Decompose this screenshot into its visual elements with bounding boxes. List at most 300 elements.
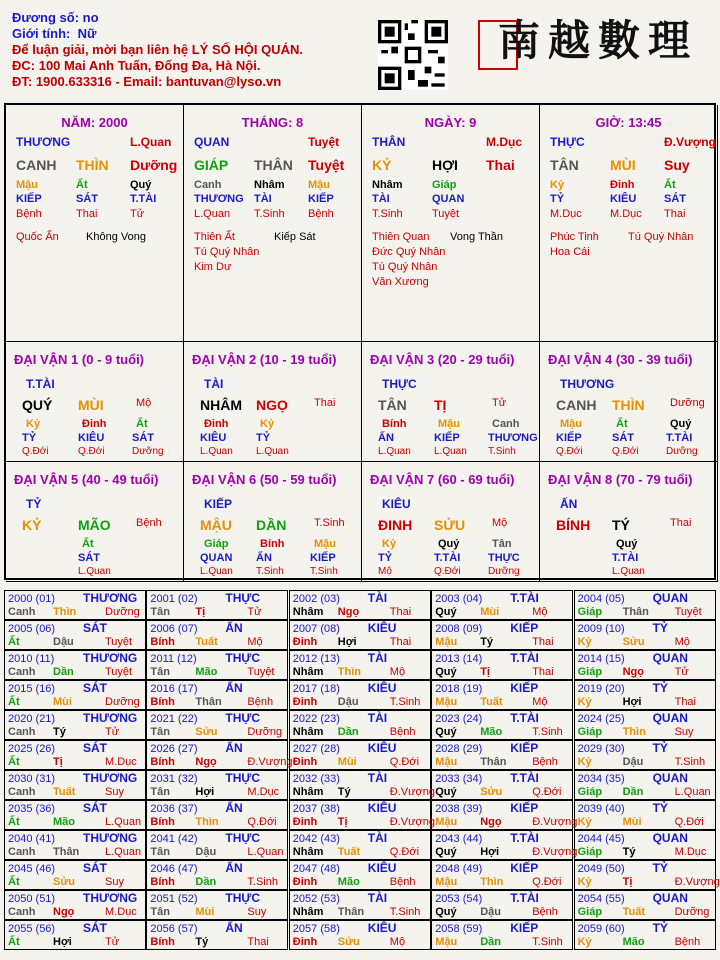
year-cell <box>289 740 431 770</box>
year-god: THỰC <box>225 771 261 785</box>
year-label: 2042 (43) <box>292 833 340 845</box>
year-cell <box>431 860 573 890</box>
year-stem: Mậu <box>435 756 458 768</box>
year-cell <box>289 860 431 890</box>
dv-hidden: Đinh <box>204 418 229 430</box>
dv-hidden-stage: Dưỡng <box>666 446 698 457</box>
pillar-hid: Giáp <box>432 179 457 191</box>
phone-email-line: ĐT: 1900.633316 - Email: bantuvan@lyso.vn <box>12 74 282 89</box>
year-stage: T.Sinh <box>389 906 421 918</box>
year-cell <box>431 710 573 740</box>
pillar-st: M.Dục <box>550 208 582 220</box>
year-stem: Đinh <box>292 696 318 708</box>
dv-hidden-stage: Q.Đới <box>434 566 461 577</box>
year-branch: Mùi <box>337 756 357 768</box>
pillar-gods: T.TÀI <box>130 193 157 205</box>
year-stem: Kỷ <box>577 936 592 948</box>
pillar-hid: Quý <box>130 179 152 191</box>
year-stage: Suy <box>105 786 124 798</box>
dv-hidden: Giáp <box>204 538 229 550</box>
pillar-title: THÁNG: 8 <box>241 115 304 130</box>
year-branch: Sửu <box>337 936 360 948</box>
year-label: 2013 (14) <box>435 653 483 665</box>
year-cell <box>4 740 146 770</box>
year-stem: Quý <box>435 786 457 798</box>
year-god: TỶ <box>652 801 668 815</box>
dv-stage: T.Sinh <box>314 517 345 529</box>
year-stage: Tử <box>674 666 689 678</box>
year-label: 2004 (05) <box>577 593 625 605</box>
year-stem: Giáp <box>577 786 603 798</box>
year-label: 2045 (46) <box>8 863 56 875</box>
year-cell <box>574 740 716 770</box>
dv-hidden: Mậu <box>560 418 582 430</box>
dv-hidden-stage: L.Quan <box>434 446 467 457</box>
year-branch: Hợi <box>622 696 642 708</box>
year-god: ẤN <box>225 621 243 635</box>
year-label: 2012 (13) <box>292 653 340 665</box>
year-stem: Quý <box>435 666 457 678</box>
pillar-st: M.Dục <box>610 208 642 220</box>
year-branch: Thân <box>53 846 80 858</box>
pillar-gods: TÀI <box>254 193 272 205</box>
dv-hidden-stage: L.Quan <box>256 446 289 457</box>
year-stage: Mộ <box>532 606 548 618</box>
year-label: 2041 (42) <box>150 833 198 845</box>
star-item: Vong Thần <box>450 231 504 243</box>
year-god: ẤN <box>225 801 243 815</box>
pillar-st: T.Sinh <box>254 208 285 220</box>
star-item: Phúc Tinh <box>550 231 599 243</box>
year-god: QUAN <box>652 711 688 725</box>
year-cell <box>146 800 288 830</box>
pillar-mid: GIÁP <box>194 157 229 173</box>
year-label: 2021 (22) <box>150 713 198 725</box>
year-label: 2049 (50) <box>577 863 625 875</box>
year-branch: Thìn <box>53 606 77 618</box>
year-stage: Q.Đới <box>389 846 420 858</box>
year-branch: Tị <box>195 606 206 618</box>
year-stem: Tân <box>150 726 170 738</box>
star-item: Kiếp Sát <box>274 231 316 243</box>
dv-hidden-stage: T.Sinh <box>488 446 516 457</box>
year-branch: Mão <box>337 876 360 888</box>
year-god: ẤN <box>225 741 243 755</box>
year-stage: L.Quan <box>674 786 711 798</box>
dv-god: THƯƠNG <box>560 377 615 391</box>
year-stage: Tử <box>105 726 120 738</box>
dv-branch: TỊ <box>434 397 447 413</box>
year-god: TÀI <box>367 591 388 605</box>
year-cell <box>4 770 146 800</box>
year-label: 2011 (12) <box>150 653 197 665</box>
year-label: 2015 (16) <box>8 683 56 695</box>
star-item: Không Vong <box>86 231 146 243</box>
year-label: 2001 (02) <box>150 593 198 605</box>
year-god: T.TÀI <box>510 711 539 725</box>
dv-cell <box>184 342 362 462</box>
dv-hidden-stage: L.Quan <box>378 446 411 457</box>
year-stem: Mậu <box>435 936 458 948</box>
year-label: 2044 (45) <box>577 833 625 845</box>
year-stem: Quý <box>435 906 457 918</box>
pillar-st: Bệnh <box>308 208 334 220</box>
year-branch: Ngọ <box>337 606 360 618</box>
dv-hidden: Bính <box>260 538 285 550</box>
year-label: 2014 (15) <box>577 653 625 665</box>
dv-hidden-god: KIẾP <box>434 432 460 444</box>
year-stage: Tuyệt <box>247 666 275 678</box>
year-cell <box>574 680 716 710</box>
year-label: 2028 (29) <box>435 743 483 755</box>
year-stem: Bính <box>150 636 175 648</box>
year-cell <box>431 770 573 800</box>
year-label: 2010 (11) <box>8 653 55 665</box>
year-stage: Bệnh <box>532 906 558 918</box>
dv-god: T.TÀI <box>26 377 55 391</box>
year-label: 2003 (04) <box>435 593 483 605</box>
year-branch: Sửu <box>480 786 503 798</box>
dv-hidden-god: KIẾP <box>556 432 582 444</box>
dv-hidden: Mậu <box>314 538 336 550</box>
year-cell <box>574 590 716 620</box>
year-branch: Thìn <box>337 666 362 678</box>
dv-hidden-god: SÁT <box>612 432 634 444</box>
pillar-title: GIỜ: 13:45 <box>595 115 662 130</box>
year-stem: Ất <box>8 876 20 888</box>
year-god: TỶ <box>652 621 668 635</box>
dv-god: ẤN <box>560 497 578 511</box>
star-item: Quốc Ấn <box>16 231 59 243</box>
year-branch: Ngọ <box>195 756 217 768</box>
year-branch: Dần <box>53 666 74 678</box>
year-branch: Dậu <box>337 696 359 708</box>
year-cell <box>146 590 288 620</box>
year-god: THƯƠNG <box>83 651 138 665</box>
year-god: QUAN <box>652 891 688 905</box>
year-cell <box>431 830 578 860</box>
year-label: 2017 (18) <box>292 683 340 695</box>
pillar-top: THỰC <box>550 135 585 149</box>
year-god: KIÊU <box>367 681 397 695</box>
dv-branch: TÝ <box>612 517 630 533</box>
year-god: TÀI <box>367 891 388 905</box>
year-label: 2019 (20) <box>577 683 625 695</box>
year-god: SÁT <box>83 681 107 695</box>
year-god: KIẾP <box>510 681 539 695</box>
year-cell <box>4 830 146 860</box>
year-stage: Suy <box>247 906 267 918</box>
dv-god: TÀI <box>204 377 224 391</box>
year-label: 2029 (30) <box>577 743 625 755</box>
year-stem: Kỷ <box>577 756 592 768</box>
dv-title: ĐẠI VẬN 6 (50 - 59 tuổi) <box>192 472 337 487</box>
year-god: QUAN <box>652 831 688 845</box>
pillar-top: L.Quan <box>130 135 172 149</box>
pillar-gods: TÀI <box>372 193 390 205</box>
year-label: 2030 (31) <box>8 773 56 785</box>
year-god: TỶ <box>652 681 668 695</box>
year-god: TỶ <box>652 921 668 935</box>
year-cell <box>431 800 578 830</box>
year-cell <box>4 650 146 680</box>
dv-cell <box>184 462 362 582</box>
star-item: Văn Xương <box>372 276 429 288</box>
pillar-gods: KIẾP <box>16 193 42 205</box>
dv-stem: KỶ <box>22 517 42 533</box>
year-stem: Đinh <box>292 756 318 768</box>
year-god: KIÊU <box>367 921 397 935</box>
year-stage: M.Dục <box>674 846 707 858</box>
dv-stem: TÂN <box>378 397 407 413</box>
pillar-st: T.Sinh <box>372 208 403 220</box>
dv-stem: NHÂM <box>200 397 242 413</box>
year-branch: Mão <box>53 816 75 828</box>
year-stage: Bệnh <box>389 726 416 738</box>
year-stage: Dưỡng <box>105 606 140 618</box>
year-branch: Tuất <box>53 786 76 798</box>
year-branch: Mão <box>195 666 218 678</box>
year-label: 2054 (55) <box>577 893 625 905</box>
dv-hidden-god: KIÊU <box>200 432 227 444</box>
header-info <box>12 10 303 90</box>
year-stem: Kỷ <box>577 816 592 828</box>
pillar-gods: QUAN <box>432 193 465 205</box>
year-cell <box>574 800 716 830</box>
year-stage: Đ.Vượng <box>674 876 720 888</box>
dv-hidden-stage: L.Quan <box>612 566 645 577</box>
year-stage: T.Sinh <box>674 756 706 768</box>
pillar-title: NĂM: 2000 <box>61 115 128 130</box>
year-god: SÁT <box>83 801 107 815</box>
year-god: QUAN <box>652 651 688 665</box>
year-stage: Đ.Vượng <box>532 846 578 858</box>
pillar-top: M.Dục <box>486 135 522 149</box>
pillar-gods: SÁT <box>664 193 686 205</box>
dv-hidden: Ất <box>616 418 628 430</box>
year-god: KIẾP <box>510 621 539 635</box>
year-stem: Đinh <box>292 876 318 888</box>
year-branch: Tị <box>622 876 633 888</box>
year-stage: L.Quan <box>247 846 284 858</box>
year-stem: Giáp <box>577 606 603 618</box>
year-cell <box>574 710 716 740</box>
year-stem: Tân <box>150 666 170 678</box>
year-cell <box>289 650 431 680</box>
pillar-mid: HỢI <box>432 157 458 173</box>
year-stage: L.Quan <box>105 846 142 858</box>
year-cell <box>146 770 288 800</box>
year-branch: Hợi <box>480 846 500 858</box>
year-cell <box>146 890 288 920</box>
dv-hidden-god: T.TÀI <box>434 552 461 564</box>
dv-hidden: Quý <box>670 418 692 430</box>
year-stem: Canh <box>8 666 36 678</box>
year-stage: M.Dục <box>105 906 137 918</box>
pillar-top: THƯƠNG <box>16 135 71 149</box>
year-stage: Mộ <box>389 666 406 678</box>
year-god: T.TÀI <box>510 591 539 605</box>
pillar-top: QUAN <box>194 135 230 149</box>
year-label: 2059 (60) <box>577 923 625 935</box>
year-stem: Canh <box>8 786 36 798</box>
pillar-top: Tuyệt <box>308 135 340 149</box>
year-branch: Mùi <box>195 906 215 918</box>
dv-hidden: Kỷ <box>382 538 397 550</box>
year-god: KIẾP <box>510 741 539 755</box>
dv-stem: MẬU <box>200 517 232 533</box>
star-item: Tú Quý Nhân <box>372 261 438 273</box>
year-cell <box>146 710 288 740</box>
year-stem: Canh <box>8 726 36 738</box>
dv-hidden: Kỷ <box>260 418 275 430</box>
year-stem: Quý <box>435 846 457 858</box>
dv-hidden-stage: Q.Đới <box>556 446 583 457</box>
dv-branch: NGỌ <box>256 397 288 413</box>
year-branch: Mùi <box>480 606 500 618</box>
dv-branch: DẦN <box>256 517 287 533</box>
pillar-gods: SÁT <box>76 193 98 205</box>
year-stem: Nhâm <box>292 906 324 918</box>
subject-name: Đương số: no <box>12 10 99 25</box>
year-god: THỰC <box>225 891 261 905</box>
qr-code-icon <box>378 20 448 90</box>
year-label: 2058 (59) <box>435 923 483 935</box>
year-branch: Sửu <box>622 636 645 648</box>
dv-hidden-stage: Dưỡng <box>488 566 520 577</box>
year-label: 2046 (47) <box>150 863 198 875</box>
year-cell <box>146 650 288 680</box>
year-cell <box>146 920 288 950</box>
dv-hidden-stage: Q.Đới <box>22 446 49 457</box>
year-branch: Tý <box>53 726 66 738</box>
pillar-hid: Nhâm <box>254 179 285 191</box>
year-stage: M.Dục <box>247 786 280 798</box>
year-cell <box>289 620 431 650</box>
year-god: QUAN <box>652 591 688 605</box>
year-stage: Tuyệt <box>105 666 133 678</box>
dv-hidden: Kỷ <box>26 418 41 430</box>
star-item: Hoa Cái <box>550 246 590 258</box>
dv-hidden-stage: Dưỡng <box>132 446 164 457</box>
year-branch: Tý <box>480 636 494 648</box>
year-label: 2022 (23) <box>292 713 340 725</box>
year-branch: Mùi <box>622 816 642 828</box>
year-branch: Thân <box>480 756 507 768</box>
year-god: KIÊU <box>367 801 397 815</box>
year-label: 2000 (01) <box>8 593 56 605</box>
pillar-mid: CANH <box>16 157 57 173</box>
dv-hidden-god: TỶ <box>378 552 393 564</box>
year-label: 2032 (33) <box>292 773 340 785</box>
dv-stage: Thai <box>314 397 336 409</box>
year-stage: Suy <box>105 876 124 888</box>
year-stage: Bệnh <box>247 696 274 708</box>
year-cell <box>574 920 716 950</box>
year-stem: Ất <box>8 756 20 768</box>
year-cell <box>431 620 573 650</box>
year-stage: Thai <box>389 636 412 648</box>
dv-cell <box>362 462 540 582</box>
dv-hidden-god: THƯƠNG <box>488 432 538 444</box>
dv-hidden-god: T.TÀI <box>612 552 639 564</box>
year-stem: Bính <box>150 816 175 828</box>
year-god: SÁT <box>83 861 107 875</box>
year-stage: Dưỡng <box>105 696 140 708</box>
dv-stem: QUÝ <box>22 397 53 413</box>
year-cell <box>431 920 573 950</box>
year-branch: Dậu <box>53 636 74 648</box>
year-god: TỶ <box>652 741 668 755</box>
year-cell <box>4 680 146 710</box>
year-stage: Tử <box>105 936 120 948</box>
dv-hidden-god: KIẾP <box>310 552 336 564</box>
year-stem: Ất <box>8 816 20 828</box>
dv-hidden-god: SÁT <box>132 432 154 444</box>
year-label: 2007 (08) <box>292 623 340 635</box>
year-stem: Giáp <box>577 726 603 738</box>
year-label: 2048 (49) <box>435 863 483 875</box>
year-god: THƯƠNG <box>83 771 138 785</box>
dv-stage: Tử <box>492 397 507 409</box>
star-item: Thiên Quan <box>372 231 430 243</box>
dv-title: ĐẠI VẬN 7 (60 - 69 tuổi) <box>370 472 515 487</box>
year-stage: Dưỡng <box>674 906 710 918</box>
year-cell <box>431 680 573 710</box>
dv-hidden-god: TỶ <box>256 432 271 444</box>
dv-god: KIẾP <box>204 497 233 511</box>
year-label: 2037 (38) <box>292 803 340 815</box>
year-god: SÁT <box>83 741 107 755</box>
year-label: 2055 (56) <box>8 923 56 935</box>
pillar-st: Thai <box>76 208 98 220</box>
pillar-hid: Ất <box>76 179 88 191</box>
year-branch: Tị <box>480 666 490 678</box>
year-stem: Tân <box>150 846 170 858</box>
year-stem: Mậu <box>435 636 458 648</box>
dv-hidden: Ất <box>136 418 148 430</box>
year-cell <box>574 620 716 650</box>
year-stage: Thai <box>674 696 696 708</box>
year-branch: Mùi <box>53 696 72 708</box>
year-stage: Đ.Vượng <box>532 816 578 828</box>
year-label: 2036 (37) <box>150 803 198 815</box>
year-branch: Sửu <box>195 726 218 738</box>
year-label: 2018 (19) <box>435 683 483 695</box>
dv-stem: CANH <box>556 397 597 413</box>
year-label: 2035 (36) <box>8 803 56 815</box>
dv-title: ĐẠI VẬN 4 (30 - 39 tuổi) <box>548 352 693 367</box>
dv-hidden-god: THỰC <box>488 552 520 564</box>
year-cell <box>574 650 716 680</box>
year-stem: Canh <box>8 606 36 618</box>
year-god: QUAN <box>652 771 688 785</box>
year-stem: Đinh <box>292 636 318 648</box>
year-label: 2025 (26) <box>8 743 56 755</box>
year-stem: Tân <box>150 786 170 798</box>
year-branch: Dậu <box>195 846 217 858</box>
year-stage: T.Sinh <box>247 876 278 888</box>
year-cell <box>574 860 720 890</box>
year-god: THƯƠNG <box>83 831 138 845</box>
year-branch: Dần <box>195 876 217 888</box>
gender-line: Giới tính: Nữ <box>12 26 97 41</box>
dv-hidden-stage: Q.Đới <box>612 446 639 457</box>
dv-title: ĐẠI VẬN 8 (70 - 79 tuổi) <box>548 472 693 487</box>
year-stage: Thai <box>532 636 554 648</box>
year-branch: Thân <box>337 906 365 918</box>
year-god: ẤN <box>225 681 243 695</box>
